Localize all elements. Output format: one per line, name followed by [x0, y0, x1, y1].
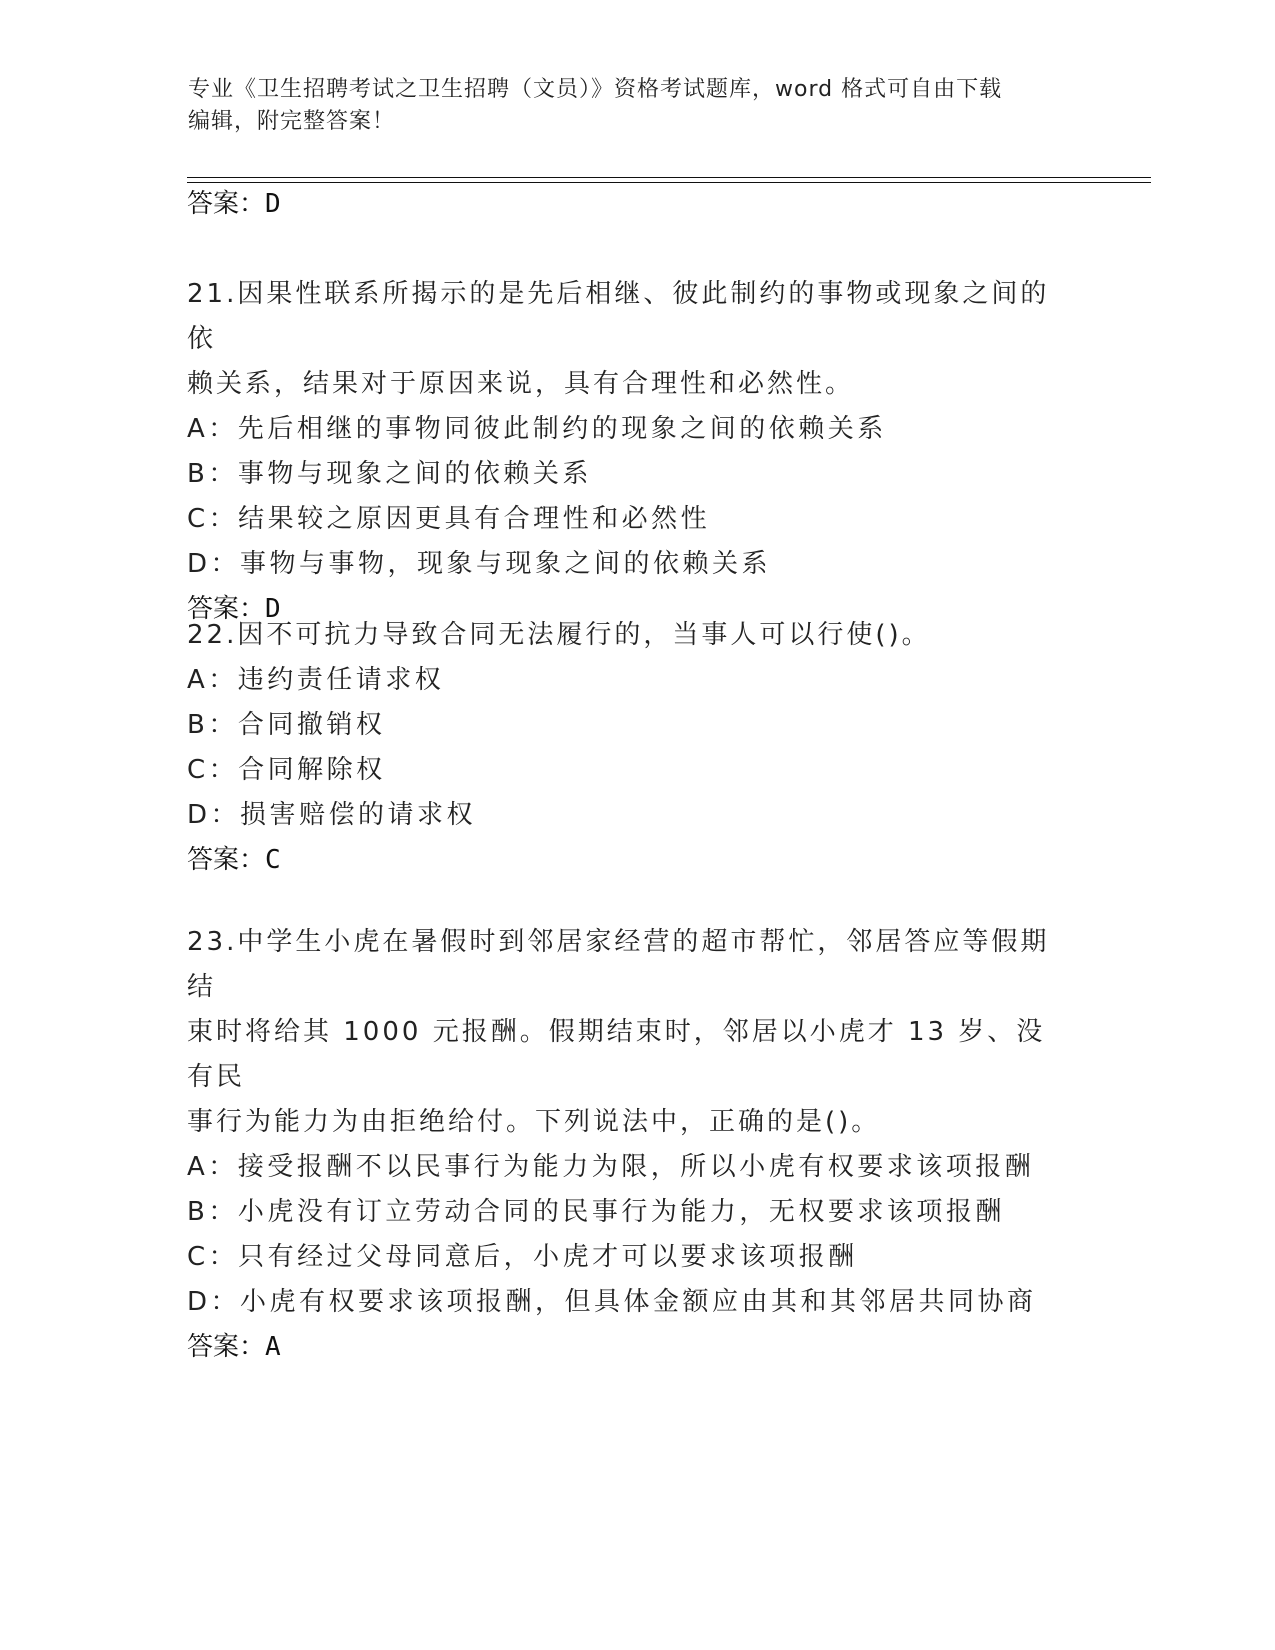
- header-line-2: 编辑，附完整答案！: [188, 109, 396, 134]
- answer-value: A: [265, 1332, 281, 1362]
- question-stem-line: 事行为能力为由拒绝给付。下列说法中，正确的是()。: [187, 1107, 881, 1137]
- answer-label: 答案：: [187, 189, 266, 219]
- question-stem-line: 22.因不可抗力导致合同无法履行的，当事人可以行使()。: [187, 620, 931, 650]
- answer-label: 答案：: [187, 1332, 266, 1362]
- question-22: [187, 613, 1067, 883]
- option-c: C：结果较之原因更具有合理性和必然性: [187, 504, 711, 534]
- option-d: D：损害赔偿的请求权: [187, 800, 477, 830]
- header-line-1: 专业《卫生招聘考试之卫生招聘（文员）》资格考试题库，word 格式可自由下载: [188, 77, 1003, 102]
- question-stem-line: 21.因果性联系所揭示的是先后相继、彼此制约的事物或现象之间的依: [187, 279, 1050, 354]
- option-c: C：只有经过父母同意后，小虎才可以要求该项报酬: [187, 1242, 858, 1272]
- question-stem-line: 23.中学生小虎在暑假时到邻居家经营的超市帮忙，邻居答应等假期结: [187, 927, 1050, 1002]
- option-d: D：小虎有权要求该项报酬，但具体金额应由其和其邻居共同协商: [187, 1287, 1037, 1317]
- answer-value: C: [265, 845, 281, 875]
- document-header: [188, 74, 1088, 138]
- option-a: A：违约责任请求权: [187, 665, 445, 695]
- question-21: [187, 272, 1067, 632]
- question-23: [187, 920, 1067, 1370]
- option-c: C：合同解除权: [187, 755, 386, 785]
- option-b: B：小虎没有订立劳动合同的民事行为能力，无权要求该项报酬: [187, 1197, 1005, 1227]
- question-stem-line: 束时将给其 1000 元报酬。假期结束时，邻居以小虎才 13 岁、没有民: [187, 1017, 1046, 1092]
- question-answer: [187, 1325, 1067, 1370]
- option-a: A：先后相继的事物同彼此制约的现象之间的依赖关系: [187, 414, 887, 444]
- option-d: D：事物与事物，现象与现象之间的依赖关系: [187, 549, 772, 579]
- question-stem-line: 赖关系，结果对于原因来说，具有合理性和必然性。: [187, 369, 855, 399]
- answer-label: 答案：: [187, 845, 266, 875]
- answer-label: 答案：: [187, 594, 266, 624]
- header-divider-top: [187, 177, 1151, 178]
- option-b: B：合同撤销权: [187, 710, 386, 740]
- option-a: A：接受报酬不以民事行为能力为限，所以小虎有权要求该项报酬: [187, 1152, 1035, 1182]
- header-divider-bottom: [187, 182, 1151, 183]
- answer-value: D: [265, 594, 281, 624]
- option-b: B：事物与现象之间的依赖关系: [187, 459, 592, 489]
- answer-value: D: [265, 189, 281, 219]
- previous-answer: [187, 186, 281, 222]
- question-answer: [187, 838, 1067, 883]
